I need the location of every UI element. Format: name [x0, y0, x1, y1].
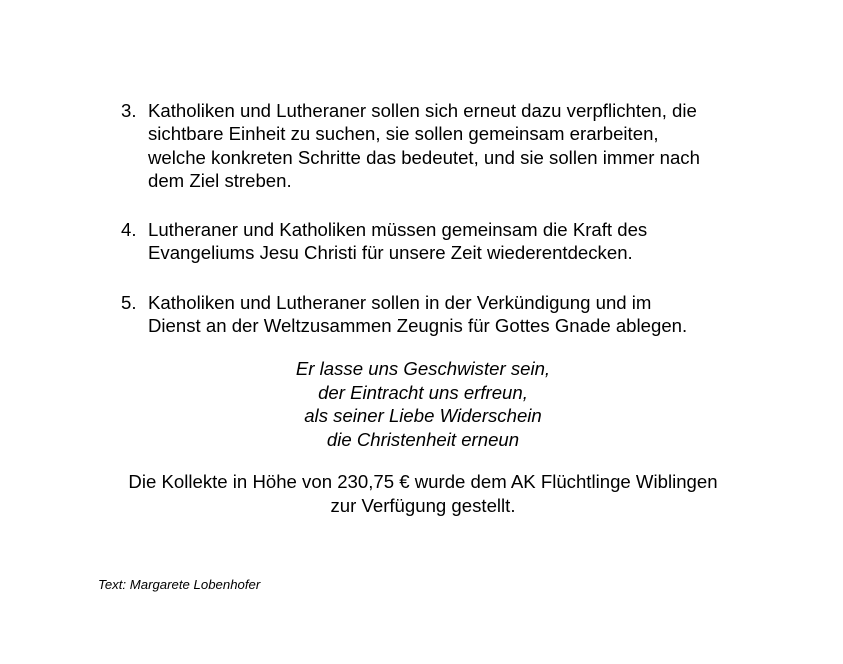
- list-item-text: [148, 99, 761, 193]
- collection-note: [0, 470, 843, 518]
- list-item-4: [121, 218, 761, 265]
- list-item-number: 3.: [121, 100, 137, 121]
- list-item-line: Katholiken und Lutheraner sollen in der Verkündigung und im: [148, 292, 652, 313]
- collection-note-line: zur Verfügung gestellt.: [330, 495, 516, 516]
- list-item-line: Lutheraner und Katholiken müssen gemeinsam die Kraft des: [148, 219, 648, 240]
- list-item-5: [121, 291, 761, 338]
- list-item-line: Dienst an der Weltzusammen Zeugnis für Gottes Gnade ablegen.: [148, 315, 688, 337]
- list-item-line: sichtbare Einheit zu suchen, sie sollen gemeinsam erarbeiten,: [148, 123, 659, 145]
- list-item-text: [148, 218, 761, 265]
- list-item-line: Katholiken und Lutheraner sollen sich erneut dazu verpflichten, die: [148, 100, 697, 121]
- list-item-line: welche konkreten Schritte das bedeutet, und sie sollen immer nach: [148, 146, 700, 168]
- verse-line: Er lasse uns Geschwister sein,: [295, 358, 551, 379]
- verse-line: der Eintracht uns erfreun,: [318, 381, 528, 403]
- list-item-line: Evangeliums Jesu Christi für unsere Zeit wiederentdecken.: [148, 242, 633, 264]
- list-item-3: [121, 99, 761, 193]
- verse-line: als seiner Liebe Widerschein: [304, 405, 542, 427]
- collection-note-line: Die Kollekte in Höhe von 230,75 € wurde dem AK Flüchtlinge Wiblingen: [128, 471, 718, 492]
- list-item-number: 5.: [121, 292, 137, 313]
- verse-line: die Christenheit erneun: [326, 428, 520, 450]
- list-item-number: 4.: [121, 219, 137, 240]
- list-item-text: [148, 291, 761, 338]
- list-item-line: dem Ziel streben.: [148, 170, 292, 192]
- author-credit: Text: Margarete Lobenhofer: [98, 577, 261, 592]
- hymn-verse: [0, 357, 843, 451]
